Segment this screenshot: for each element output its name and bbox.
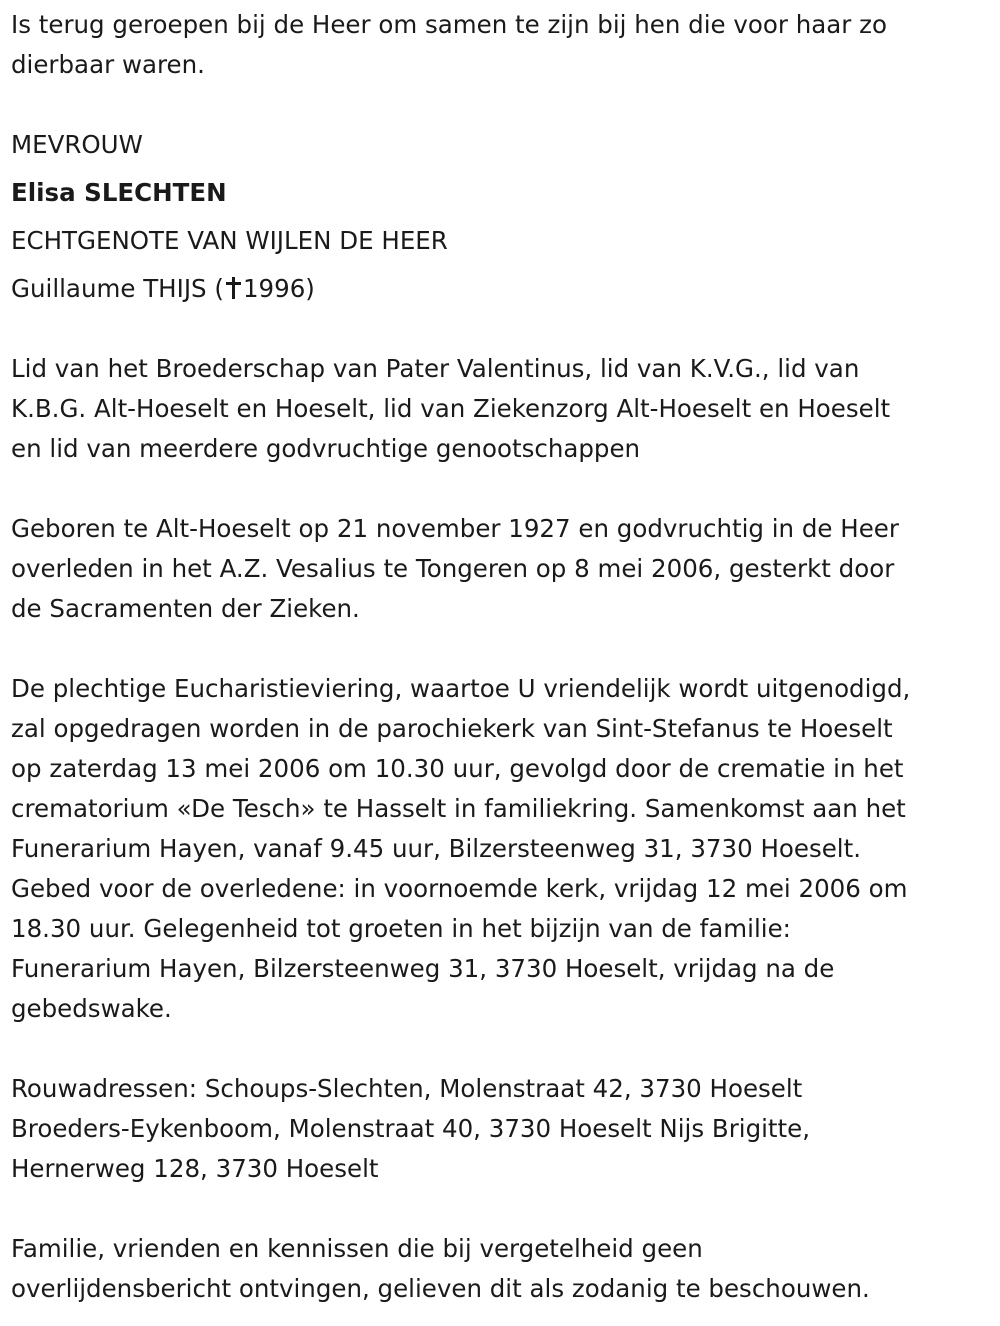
paragraph-spacer xyxy=(11,309,995,349)
addresses-line-3: Hernerweg 128, 3730 Hoeselt xyxy=(11,1154,379,1183)
addresses-line-2: Broeders-Eykenboom, Molenstraat 40, 3730 Hoeselt Nijs Brigitte, xyxy=(11,1114,811,1143)
paragraph-spacer xyxy=(11,85,995,125)
deceased-title: MEVROUW xyxy=(11,130,143,159)
ceremony-line-9: gebedswake. xyxy=(11,994,172,1023)
memberships-paragraph xyxy=(11,349,995,469)
death-notice-document xyxy=(11,5,995,1309)
memberships-line-3: en lid van meerdere godvruchtige genootschappen xyxy=(11,434,641,463)
birth-death-line-2: overleden in het A.Z. Vesalius te Tongeren op 8 mei 2006, gesterkt door xyxy=(11,554,895,583)
spouse-line xyxy=(11,269,995,309)
paragraph-spacer xyxy=(11,1189,995,1229)
closing-line-2: overlijdensbericht ontvingen, gelieven dit als zodanig te beschouwen. xyxy=(11,1274,870,1303)
ceremony-line-2: zal opgedragen worden in de parochiekerk van Sint-Stefanus te Hoeselt xyxy=(11,714,893,743)
memberships-line-2: K.B.G. Alt-Hoeselt en Hoeselt, lid van Ziekenzorg Alt-Hoeselt en Hoeselt xyxy=(11,394,891,423)
cross-icon xyxy=(226,277,240,299)
intro-line-1: Is terug geroepen bij de Heer om samen te zijn bij hen die voor haar zo xyxy=(11,10,887,39)
birth-death-line-3: de Sacramenten der Zieken. xyxy=(11,594,360,623)
spouse-name: Guillaume THIJS ( xyxy=(11,274,224,303)
deceased-relation: ECHTGENOTE VAN WIJLEN DE HEER xyxy=(11,226,448,255)
ceremony-line-6: Gebed voor de overledene: in voornoemde kerk, vrijdag 12 mei 2006 om xyxy=(11,874,908,903)
intro-line-2: dierbaar waren. xyxy=(11,50,205,79)
spouse-death-year: 1996) xyxy=(242,274,315,303)
ceremony-line-3: op zaterdag 13 mei 2006 om 10.30 uur, gevolgd door de crematie in het xyxy=(11,754,904,783)
addresses-paragraph xyxy=(11,1069,995,1189)
ceremony-line-7: 18.30 uur. Gelegenheid tot groeten in het bijzijn van de familie: xyxy=(11,914,791,943)
intro-paragraph xyxy=(11,5,995,85)
birth-death-line-1: Geboren te Alt-Hoeselt op 21 november 1927 en godvruchtig in de Heer xyxy=(11,514,899,543)
deceased-name: Elisa SLECHTEN xyxy=(11,178,227,207)
ceremony-line-4: crematorium «De Tesch» te Hasselt in familiekring. Samenkomst aan het xyxy=(11,794,906,823)
ceremony-paragraph xyxy=(11,669,995,1029)
paragraph-spacer xyxy=(11,469,995,509)
ceremony-line-1: De plechtige Eucharistieviering, waartoe U vriendelijk wordt uitgenodigd, xyxy=(11,674,911,703)
ceremony-line-5: Funerarium Hayen, vanaf 9.45 uur, Bilzersteenweg 31, 3730 Hoeselt. xyxy=(11,834,861,863)
paragraph-spacer xyxy=(11,1029,995,1069)
addresses-line-1: Rouwadressen: Schoups-Slechten, Molenstraat 42, 3730 Hoeselt xyxy=(11,1074,803,1103)
ceremony-line-8: Funerarium Hayen, Bilzersteenweg 31, 3730 Hoeselt, vrijdag na de xyxy=(11,954,835,983)
memberships-line-1: Lid van het Broederschap van Pater Valentinus, lid van K.V.G., lid van xyxy=(11,354,860,383)
closing-line-1: Familie, vrienden en kennissen die bij vergetelheid geen xyxy=(11,1234,703,1263)
closing-paragraph xyxy=(11,1229,995,1309)
paragraph-spacer xyxy=(11,629,995,669)
birth-death-paragraph xyxy=(11,509,995,629)
deceased-block xyxy=(11,125,995,309)
